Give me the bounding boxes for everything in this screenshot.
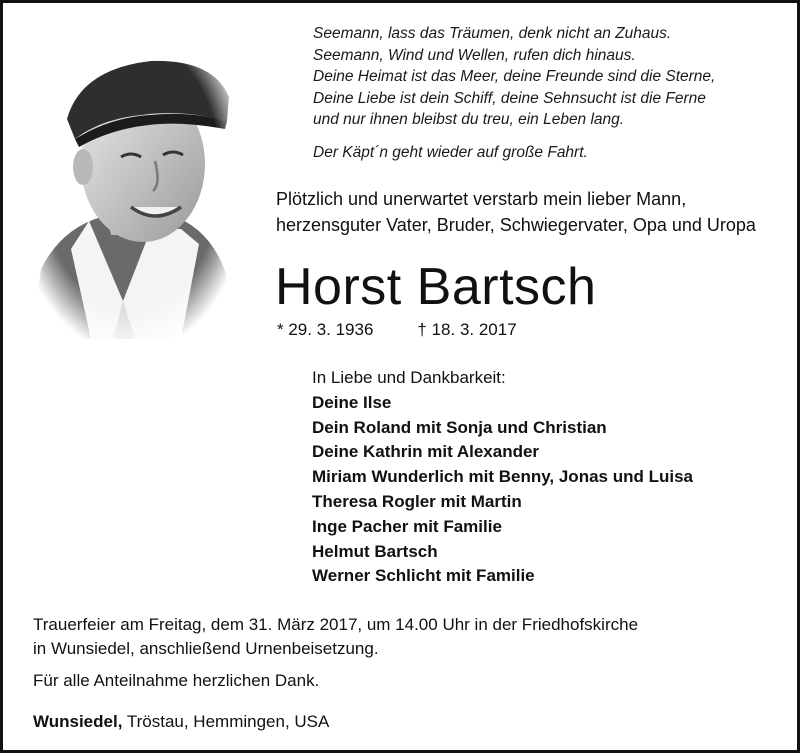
poem <box>313 23 783 163</box>
mourner-name: Dein Roland mit Sonja und Christian <box>312 417 607 437</box>
funeral-line-1: Trauerfeier am Freitag, dem 31. März 2017, um 14.00 Uhr in der Friedhofskirche <box>33 615 639 634</box>
birth-date: * 29. 3. 1936 <box>277 320 374 339</box>
other-places: Tröstau, Hemmingen, USA <box>122 712 330 731</box>
funeral-info <box>33 613 773 661</box>
mourner-name: Deine Kathrin mit Alexander <box>312 442 540 462</box>
poem-line: Seemann, Wind und Wellen, rufen dich hinaus. <box>313 46 636 64</box>
intro-text <box>276 186 791 238</box>
mourners-lead: In Liebe und Dankbarkeit: <box>312 368 506 387</box>
death-date: † 18. 3. 2017 <box>417 320 517 339</box>
mourner-name: Helmut Bartsch <box>312 541 438 561</box>
life-dates <box>277 320 517 340</box>
poem-closing: Der Käpt´n geht wieder auf große Fahrt. <box>313 143 588 161</box>
mourner-name: Theresa Rogler mit Martin <box>312 491 522 511</box>
funeral-line-2: in Wunsiedel, anschließend Urnenbeisetzung. <box>33 639 379 658</box>
poem-line: Deine Liebe ist dein Schiff, deine Sehnsucht ist die Ferne <box>313 89 706 107</box>
mourner-name: Deine Ilse <box>312 392 392 412</box>
deceased-name: Horst Bartsch <box>275 258 597 316</box>
mourner-name: Inge Pacher mit Familie <box>312 516 502 536</box>
poem-line: Deine Heimat ist das Meer, deine Freunde sind die Sterne, <box>313 68 716 85</box>
poem-line: Seemann, lass das Träumen, denk nicht an Zuhaus. <box>313 25 672 42</box>
intro-line-2: herzensguter Vater, Bruder, Schwiegervater, Opa und Uropa <box>276 215 756 235</box>
places-line <box>33 712 329 732</box>
mourners-list <box>312 391 772 589</box>
mourner-name: Werner Schlicht mit Familie <box>312 566 535 586</box>
mourners-block <box>312 366 772 589</box>
main-place: Wunsiedel, <box>33 712 123 731</box>
intro-line-1: Plötzlich und unerwartet verstarb mein lieber Mann, <box>276 189 687 209</box>
thanks-text: Für alle Anteilnahme herzlichen Dank. <box>33 671 320 690</box>
poem-line: und nur ihnen bleibst du treu, ein Leben lang. <box>313 111 625 128</box>
mourner-name: Miriam Wunderlich mit Benny, Jonas und Luisa <box>312 467 693 487</box>
portrait-image <box>31 39 231 339</box>
portrait-photo <box>31 39 231 339</box>
